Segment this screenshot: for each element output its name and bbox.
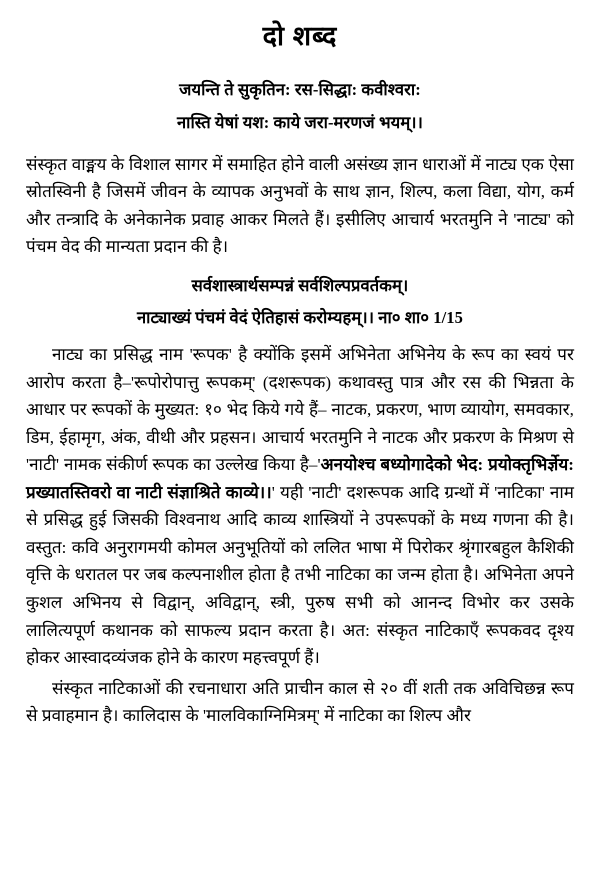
page-title: दो शब्द [262, 21, 338, 51]
verse-line: नास्ति येषां यश: काये जरा-मरणजं भयम्।। [176, 112, 424, 132]
verse-block-two [26, 270, 574, 334]
paragraph-two-segment: नाट्य का प्रसिद्ध नाम 'रूपक' है क्योंकि इसमें अभिनेता अभिनेय के रूप का स्वयं पर आरोप करता है–'रूपोरोपात्तु रूपकम्' (दशरूपक) कथावस्तु पात्र और रस की भिन्नता के आधार पर रूपकों के मुख्यत: १० भेद किये गये हैं– नाटक, प्रकरण, भाण व्यायोग, समवकार, डिम, ईहामृग, अंक, वीथी और प्रहसन। आचार्य भरतमुनि ने नाटक और प्रकरण के मिश्रण से 'नाटी' नामक संकीर्ण रूपक का उल्लेख किया है–' [26, 345, 574, 475]
paragraph-one: संस्कृत वाङ्मय के विशाल सागर में समाहित होने वाली असंख्य ज्ञान धाराओं में नाट्य एक ऐसा स्रोतस्विनी है जिसमें जीवन के व्यापक अनुभवों के साथ ज्ञान, शिल्प, कला विद्या, योग, कर्म और तन्त्रादि के अनेकानेक प्रवाह आकर मिलते हैं। इसीलिए आचार्य भरतमुनि ने 'नाट्य' को पंचम वेद की मान्यता प्रदान की है। [26, 154, 574, 257]
paragraph-two-segment: ' यही 'नाटी' दशरूपक आदि ग्रन्थों में 'नाटिका' नाम से प्रसिद्ध हुई जिसकी विश्वनाथ आदि काव्य शास्त्रियों ने उपरूपकों के मध्य गणना की है। वस्तुत: कवि अनुरागमयी कोमल अनुभूतियों को ललित भाषा में पिरोकर श्रृंगारबहुल कैशिकी वृत्ति के धरातल पर जब कल्पनाशील होता है तभी नाटिका का जन्म होता है। अभिनेता अपने कुशल अभिनय से विद्वान्, अविद्वान्, स्त्री, पुरुष सभी को आनन्द विभोर कर उसके लालित्यपूर्ण कथानक को साफल्य प्रदान करता है। अत: संस्कृत नाटिकाएँ रूपकवद दृश्य होकर आस्वादव्यंजक होने के कारण महत्त्वपूर्ण हैं। [26, 482, 574, 668]
verse-line-citation: नाट्याख्यं पंचमं वेदं ऐतिहासं करोम्यहम्।। ना० शा० 1/15 [137, 308, 463, 328]
verse-block-one [26, 74, 574, 138]
verse-line: जयन्ति ते सुकृतिन: रस-सिद्धा: कवीश्वरा: [179, 80, 421, 100]
paragraph-two [26, 341, 574, 671]
verse-line: सर्वशास्त्रार्थसम्पन्नं सर्वशिल्पप्रवर्तकम्। [191, 275, 409, 295]
paragraph-two-quote: अनयोश्च बध्योगादेको भेद: प्रयोक्तृभिर्ज्ञेय: प्रख्यातस्तिवरो वा नाटी संज्ञाश्रिते काव्ये।। [26, 455, 575, 502]
paragraph-three: संस्कृत नाटिकाओं की रचनाधारा अति प्राचीन काल से २० वीं शती तक अविचिछन्न रूप से प्रवाहमान है। कालिदास के 'मालविकाग्निमित्रम्' में नाटिका का शिल्प और [26, 678, 574, 726]
